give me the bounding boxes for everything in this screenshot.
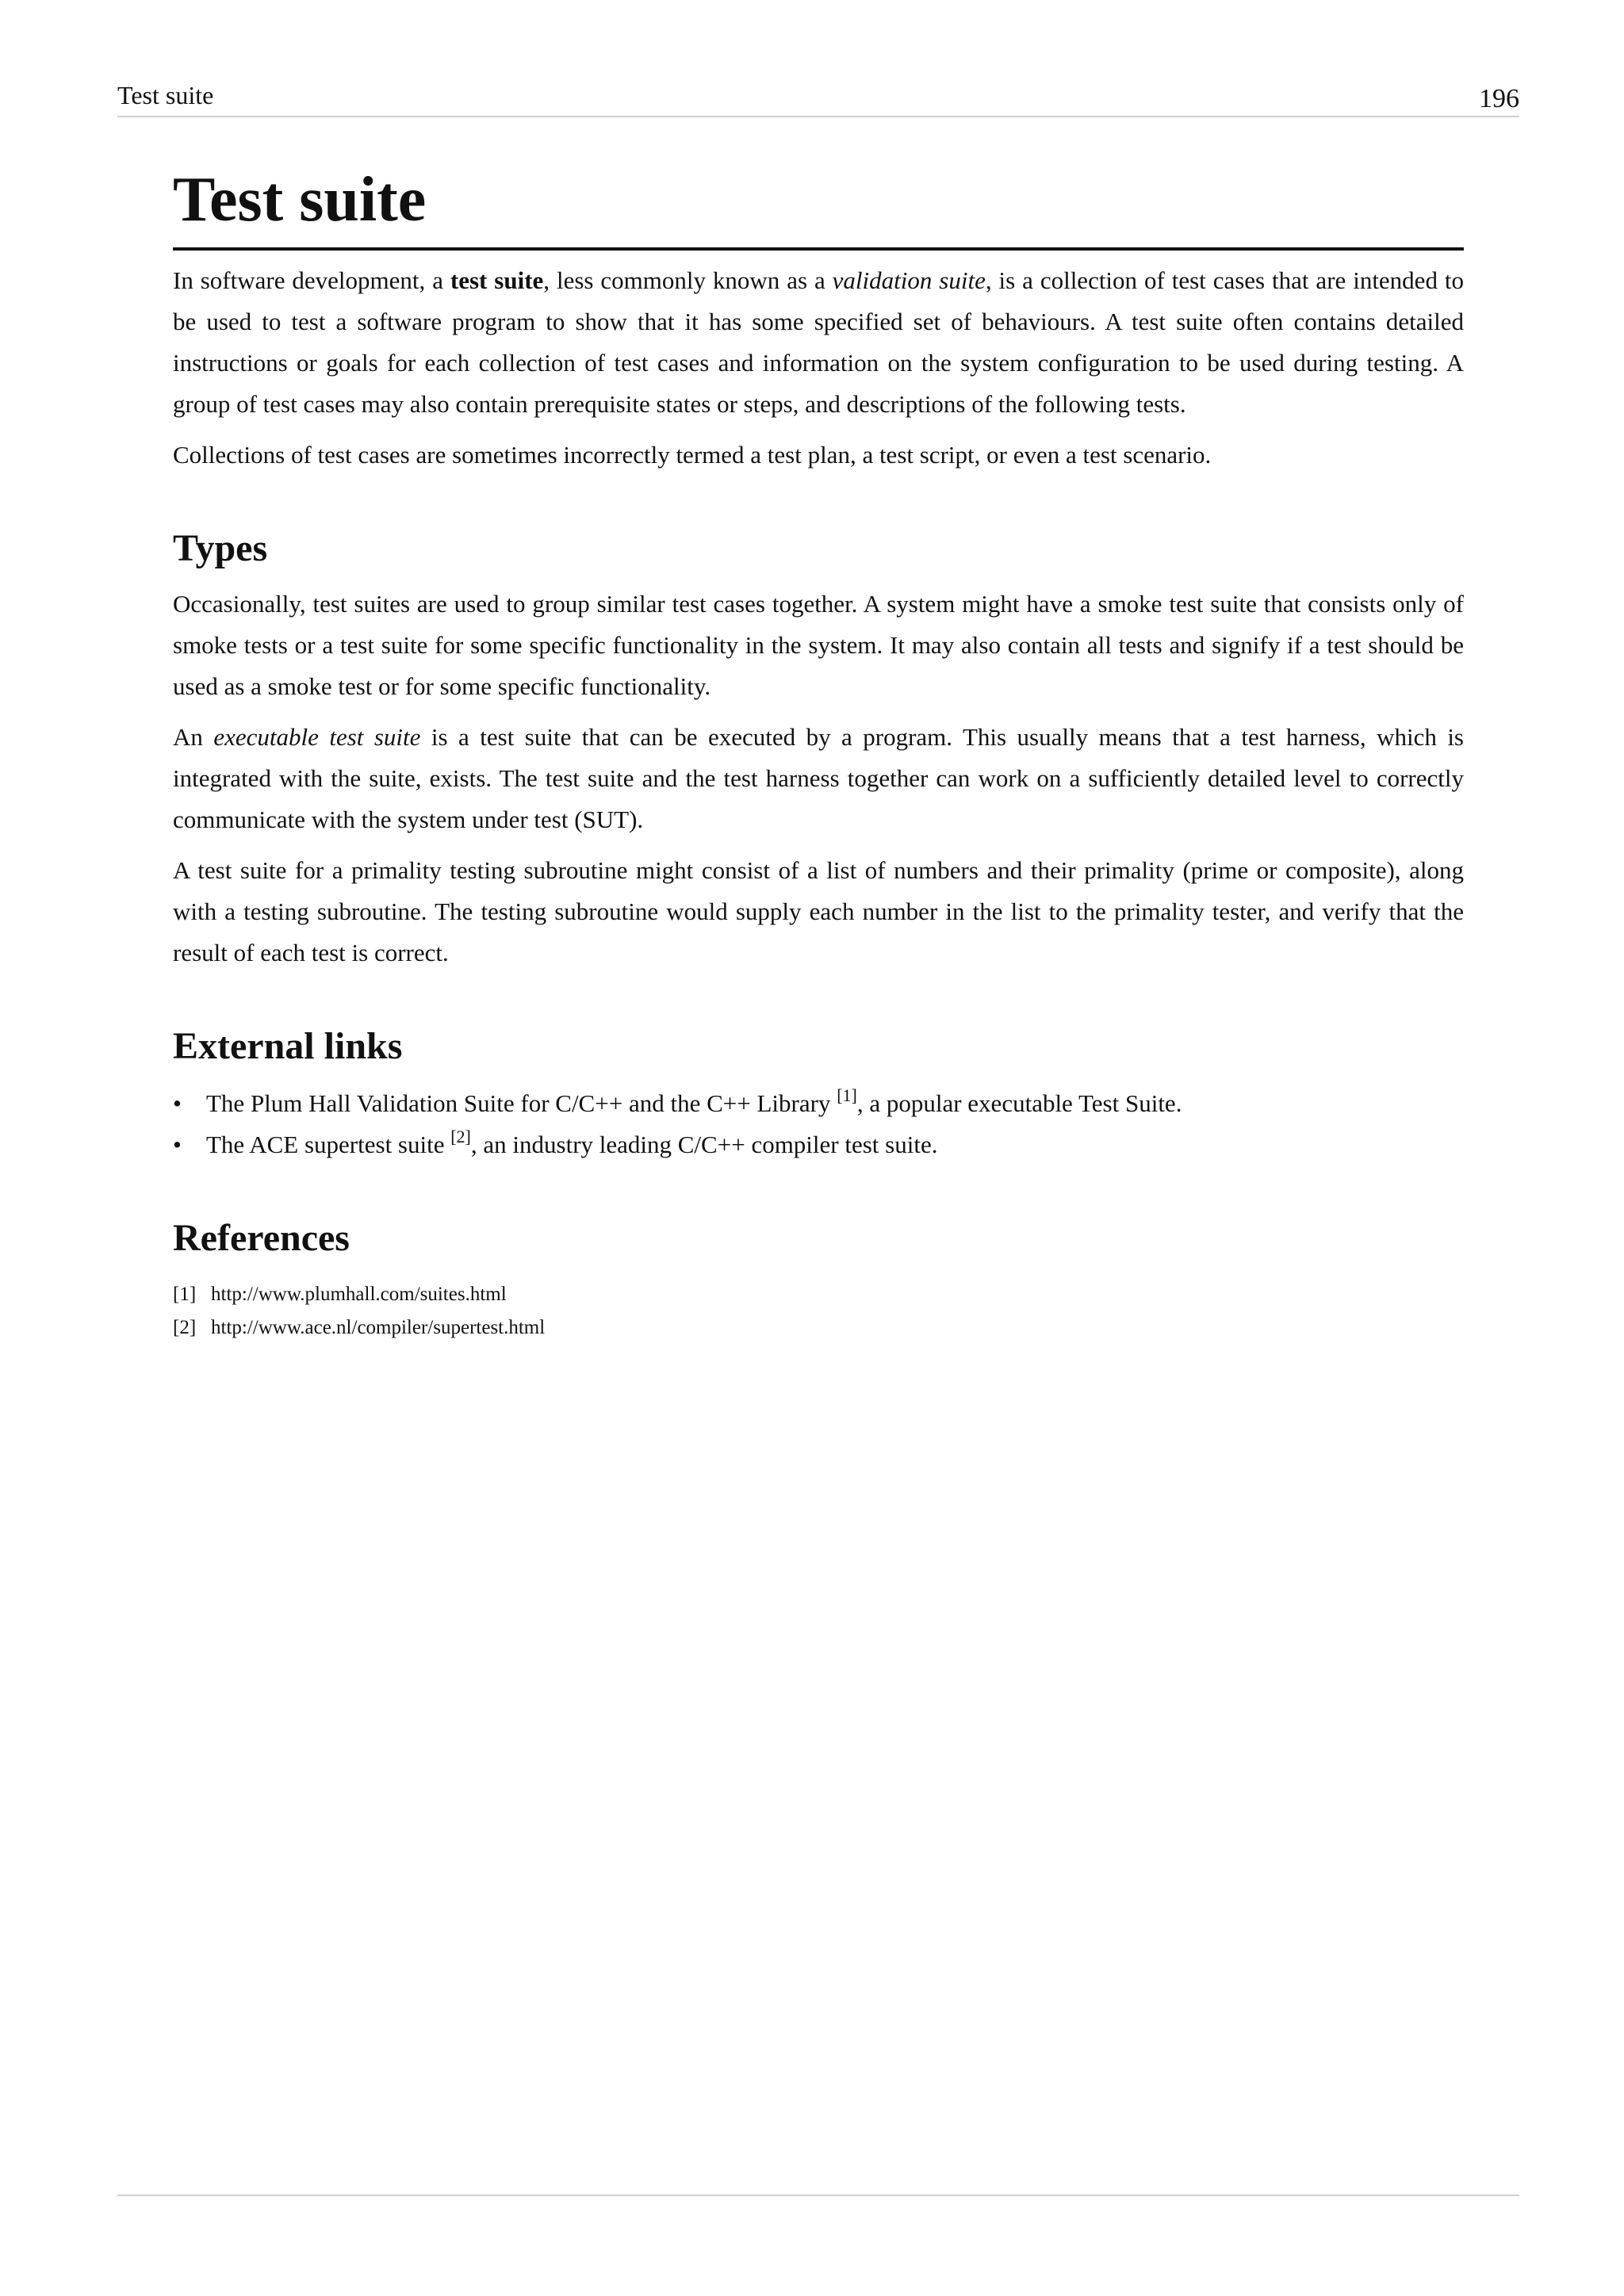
section-heading-external-links: External links	[173, 1025, 403, 1067]
reference-number: [2]	[173, 1317, 197, 1338]
intro-italic-term: validation suite	[832, 266, 986, 294]
reference-item	[173, 1311, 1464, 1345]
running-header	[117, 78, 1519, 117]
intro-paragraph	[173, 260, 1464, 425]
external-link[interactable]: The Plum Hall Validation Suite for C/C++ and the C++ Library	[206, 1089, 837, 1117]
types-p2-text-1: An	[173, 723, 214, 751]
reference-number: [1]	[173, 1284, 197, 1305]
list-item	[173, 1124, 1464, 1165]
citation-link[interactable]: [1]	[837, 1085, 857, 1105]
reference-url-link[interactable]: http://www.plumhall.com/suites.html	[211, 1284, 507, 1305]
section-heading-types: Types	[173, 527, 268, 569]
references-list	[173, 1278, 1464, 1345]
intro-bold-term: test suite	[450, 266, 544, 294]
article-body	[173, 159, 1464, 1345]
page-number: 196	[1479, 84, 1519, 113]
bullet-icon: •	[173, 1089, 182, 1117]
header-title: Test suite	[117, 81, 214, 109]
types-p2-italic-term: executable test suite	[213, 723, 421, 751]
reference-url-link[interactable]: http://www.ace.nl/compiler/supertest.html	[211, 1317, 546, 1338]
intro-text-3: , is a collection of test cases that are intended to be used to test a software program to show that it has some specified set of behaviours. A test suite often contains detailed instructions or goals for each collection of test cases and information on the system configuration to be used during testing. A group of test cases may also contain prerequisite states or steps, and descriptions of the following tests.	[173, 266, 1464, 418]
reference-item	[173, 1278, 1464, 1311]
external-link-description: , an industry leading C/C++ compiler test suite.	[470, 1131, 938, 1158]
external-links-list	[173, 1083, 1464, 1165]
types-paragraph-2	[173, 717, 1464, 840]
external-link-description: , a popular executable Test Suite.	[856, 1089, 1182, 1117]
section-heading-references: References	[173, 1217, 350, 1259]
citation-link[interactable]: [2]	[450, 1126, 471, 1146]
footer-divider	[117, 2195, 1519, 2196]
page-title: Test suite	[173, 159, 1464, 251]
intro-text-2: , less commonly known as a	[543, 266, 833, 294]
bullet-icon: •	[173, 1131, 182, 1158]
intro-paragraph-2: Collections of test cases are sometimes incorrectly termed a test plan, a test script, or even a test scenario.	[173, 441, 1212, 469]
types-paragraph-1: Occasionally, test suites are used to group similar test cases together. A system might have a smoke test suite that consists only of smoke tests or a test suite for some specific functionality in the system. It may also contain all tests and signify if a test should be used as a smoke test or for some specific functionality.	[173, 590, 1464, 700]
list-item	[173, 1083, 1464, 1124]
external-link[interactable]: The ACE supertest suite	[206, 1131, 451, 1158]
intro-text-1: In software development, a	[173, 266, 450, 294]
types-p2-text-2: is a test suite that can be executed by a program. This usually means that a test harness, which is integrated with the suite, exists. The test suite and the test harness together can work on a sufficiently detailed level to correctly communicate with the system under test (SUT).	[173, 723, 1464, 833]
types-paragraph-3: A test suite for a primality testing subroutine might consist of a list of numbers and their primality (prime or composite), along with a testing subroutine. The testing subroutine would supply each number in the list to the primality tester, and verify that the result of each test is correct.	[173, 856, 1464, 966]
